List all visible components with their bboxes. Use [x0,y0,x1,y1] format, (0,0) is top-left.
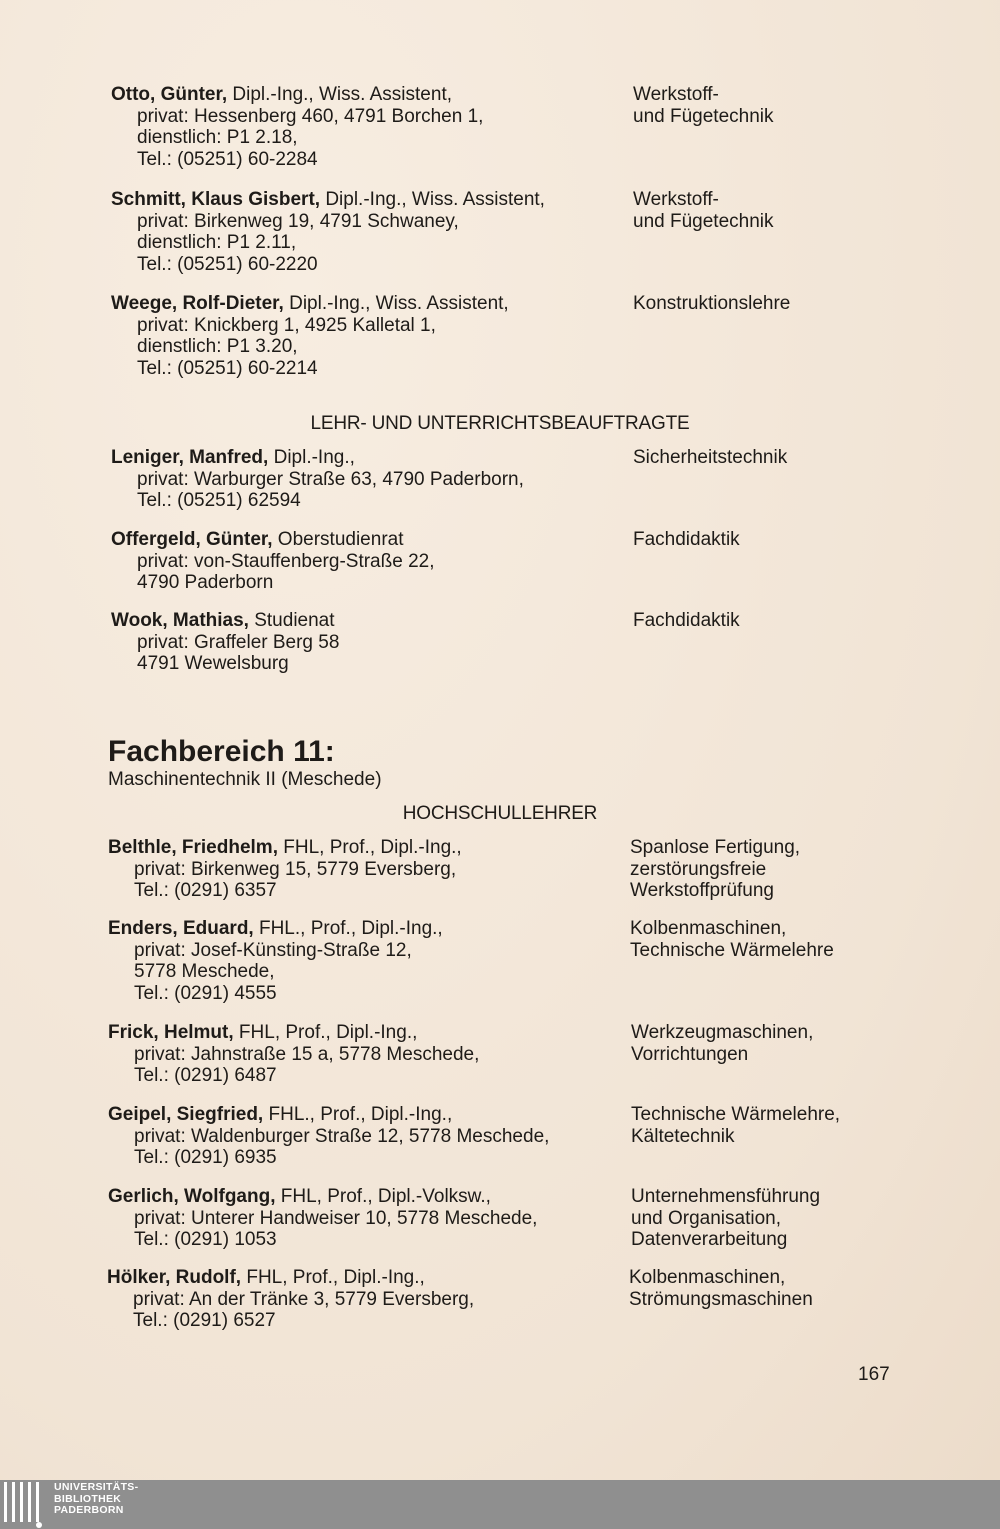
person-name: Weege, Rolf-Dieter, [111,293,284,314]
subject-line: Unternehmensführung [631,1186,821,1207]
subject-line: Vorrichtungen [631,1043,749,1065]
person-name: Offergeld, Günter, [111,529,273,550]
person-name: Wook, Mathias, [111,610,249,631]
address-line: privat: Hessenberg 460, 4791 Borchen 1, [137,105,484,127]
phone-line: Tel.: (05251) 62594 [137,490,301,511]
person-title: Dipl.-Ing., [268,447,355,468]
person-name: Gerlich, Wolfgang, [108,1186,276,1207]
person-title: FHL., Prof., Dipl.-Ing., [263,1104,453,1125]
person-name: Belthle, Friedhelm, [108,837,278,858]
subject-line: Kolbenmaschinen, [629,1267,786,1288]
person-title: Oberstudienrat [272,529,404,550]
address-line: privat: Graffeler Berg 58 [137,631,340,653]
phone-line: Tel.: (05251) 60-2284 [137,148,318,170]
address-line: privat: von-Stauffenberg-Straße 22, [137,550,435,572]
person-title: FHL., Prof., Dipl.-Ing., [253,918,443,939]
library-name-line: PADERBORN [54,1504,124,1516]
subject-line: Kolbenmaschinen, [630,918,787,939]
person-title: Dipl.-Ing., Wiss. Assistent, [227,84,453,105]
office-line: dienstlich: P1 2.11, [137,232,297,253]
address-line: privat: Unterer Handweiser 10, 5778 Meschede, [134,1207,538,1229]
address-line: 4791 Wewelsburg [137,653,289,674]
subject-line: Technische Wärmelehre [630,939,834,961]
subject-line: Fachdidaktik [633,529,740,550]
phone-line: Tel.: (0291) 1053 [134,1229,277,1250]
phone-line: Tel.: (0291) 6487 [134,1065,277,1086]
library-logo-icon [0,1482,48,1527]
address-line: 5778 Meschede, [134,961,275,982]
person-name: Enders, Eduard, [108,918,254,939]
person-name: Geipel, Siegfried, [108,1104,264,1125]
person-name: Leniger, Manfred, [111,447,269,468]
subject-line: und Organisation, [631,1207,781,1229]
person-title: Dipl.-Ing., Wiss. Assistent, [283,293,509,314]
section-heading-hochschullehrer: HOCHSCHULLEHRER [402,803,598,824]
person-name: Otto, Günter, [111,84,228,105]
person-title: FHL, Prof., Dipl.-Ing., [241,1267,425,1288]
subject-line: und Fügetechnik [633,210,774,232]
library-name-line: UNIVERSITÄTS- [54,1481,139,1493]
subject-line: zerstörungsfreie [630,858,767,880]
subject-line: und Fügetechnik [633,105,774,127]
address-line: privat: Josef-Künsting-Straße 12, [134,939,412,961]
fachbereich-title: Fachbereich 11: [108,735,335,768]
subject-line: Kältetechnik [631,1125,735,1147]
fachbereich-subtitle: Maschinentechnik II (Meschede) [108,769,382,790]
phone-line: Tel.: (0291) 6527 [133,1310,276,1331]
person-name: Hölker, Rudolf, [107,1267,242,1288]
address-line: privat: Knickberg 1, 4925 Kalletal 1, [137,314,436,336]
library-name [54,1482,138,1517]
address-line: privat: Waldenburger Straße 12, 5778 Meschede, [134,1125,550,1147]
address-line: privat: Jahnstraße 15 a, 5778 Meschede, [134,1043,480,1065]
address-line: 4790 Paderborn [137,572,274,593]
office-line: dienstlich: P1 2.18, [137,127,298,148]
person-title: Dipl.-Ing., Wiss. Assistent, [320,189,545,210]
subject-line: Werkstoff- [633,189,719,210]
subject-line: Spanlose Fertigung, [630,837,801,858]
address-line: privat: Birkenweg 19, 4791 Schwaney, [137,210,459,232]
phone-line: Tel.: (0291) 6935 [134,1147,277,1168]
subject-line: Werkstoffprüfung [630,880,774,901]
person-title: FHL, Prof., Dipl.-Volksw., [275,1186,491,1207]
person-title: FHL, Prof., Dipl.-Ing., [233,1022,418,1043]
person-name: Frick, Helmut, [108,1022,234,1043]
subject-line: Konstruktionslehre [633,293,791,314]
library-name-line: BIBLIOTHEK [54,1492,122,1505]
address-line: privat: Birkenweg 15, 5779 Eversberg, [134,858,457,880]
phone-line: Tel.: (05251) 60-2214 [137,357,318,379]
library-footer-bar [0,1480,1000,1529]
person-title: Studienat [248,610,335,631]
subject-line: Fachdidaktik [633,610,740,631]
subject-line: Datenverarbeitung [631,1229,788,1250]
section-heading-lehrbeauftragte: LEHR- UND UNTERRICHTSBEAUFTRAGTE [310,413,690,434]
phone-line: Tel.: (0291) 4555 [134,982,277,1004]
person-name: Schmitt, Klaus Gisbert, [111,189,321,210]
subject-line: Sicherheitstechnik [633,447,788,468]
subject-line: Technische Wärmelehre, [631,1104,841,1125]
address-line: privat: An der Tränke 3, 5779 Eversberg, [133,1288,475,1310]
page-number: 167 [858,1364,890,1385]
subject-line: Strömungsmaschinen [629,1288,813,1310]
person-title: FHL, Prof., Dipl.-Ing., [277,837,462,858]
phone-line: Tel.: (05251) 60-2220 [137,253,318,275]
phone-line: Tel.: (0291) 6357 [134,880,277,901]
address-line: privat: Warburger Straße 63, 4790 Paderborn, [137,468,524,490]
subject-line: Werkzeugmaschinen, [631,1022,814,1043]
office-line: dienstlich: P1 3.20, [137,336,298,357]
subject-line: Werkstoff- [633,84,719,105]
